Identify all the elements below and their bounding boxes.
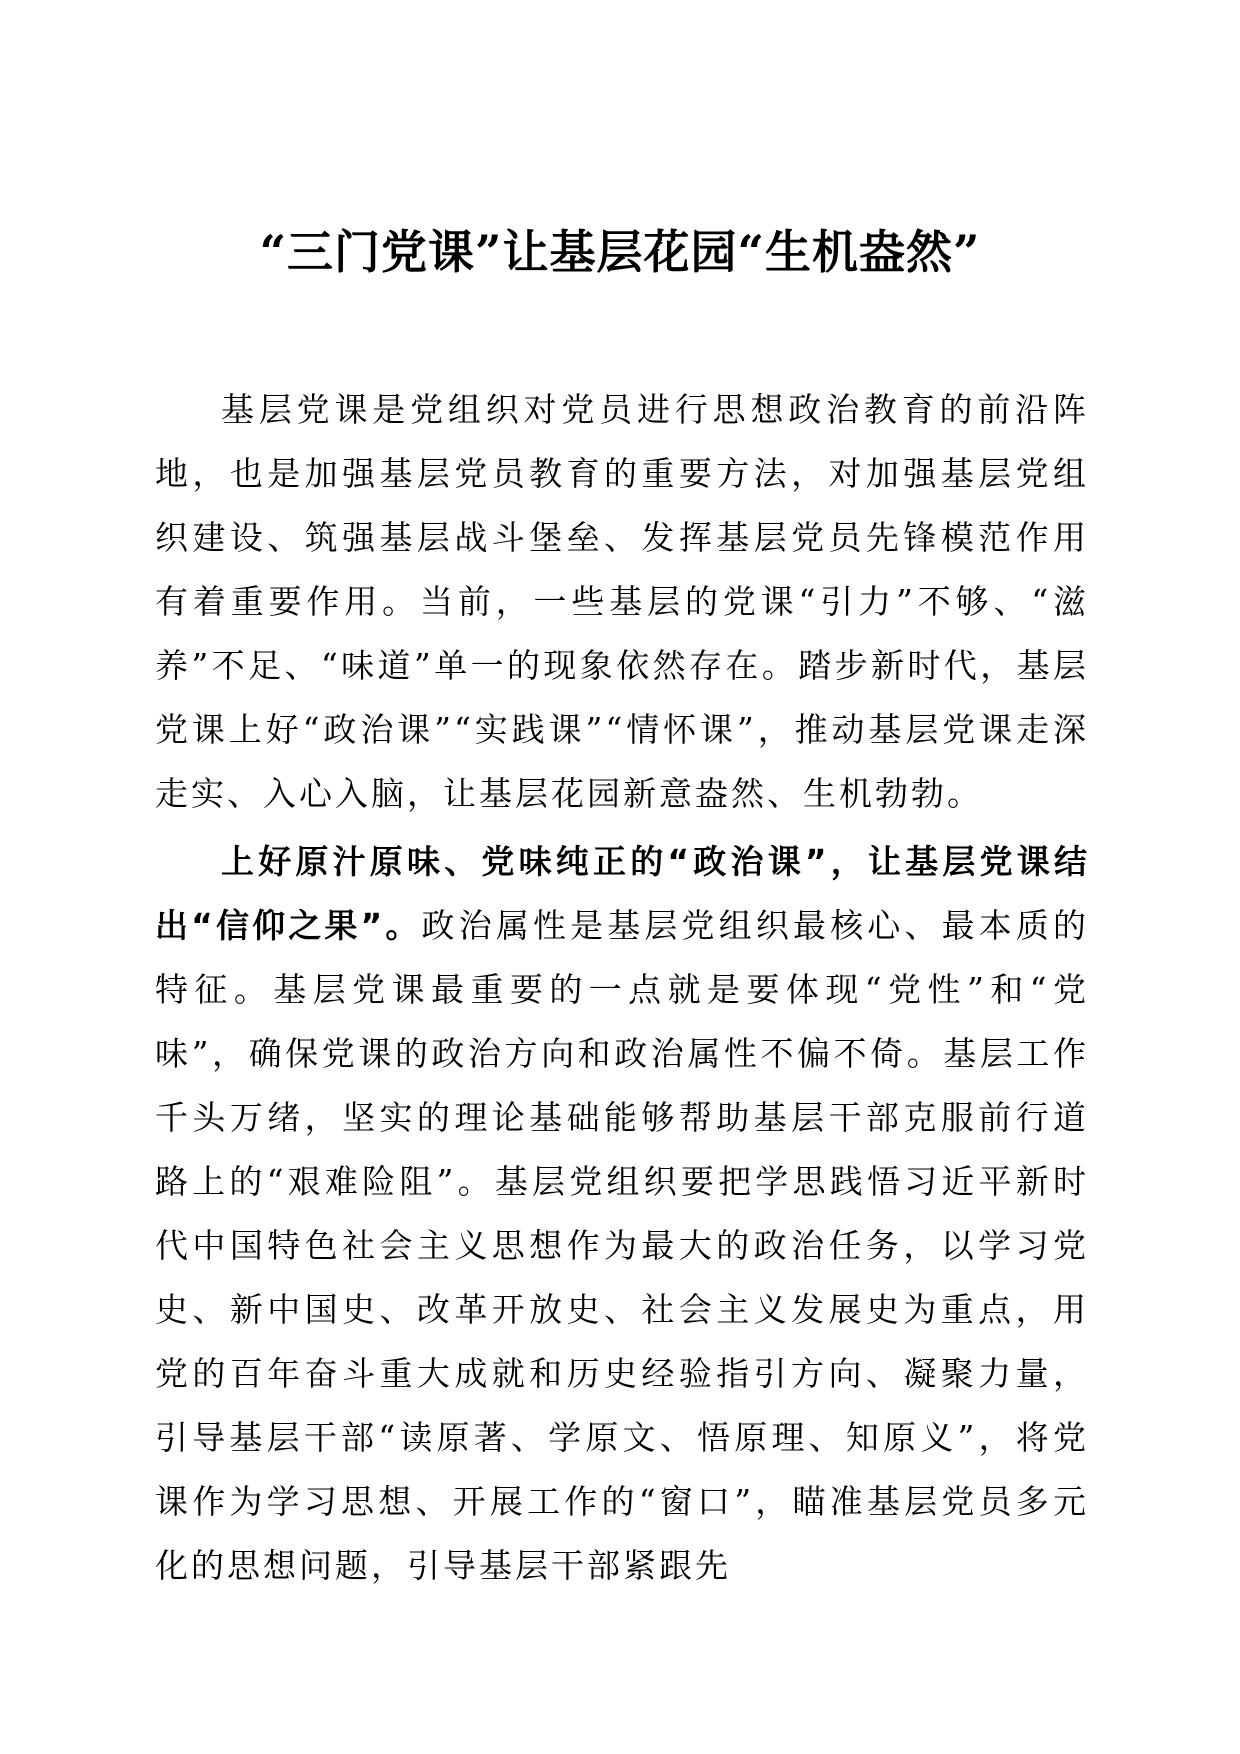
paragraph-lead-sentence: 上好原汁原味、党味纯正的“政治课”，让基层党课结出“信仰之果”。 <box>155 842 1089 945</box>
document-body <box>155 378 1089 1598</box>
document-title: “三门党课”让基层花园“生机盎然” <box>259 225 981 279</box>
paragraph-political-lesson-text: 政治属性是基层党组织最核心、最本质的特征。基层党课最重要的一点就是要体现“党性”和“党味”，确保党课的政治方向和政治属性不偏不倚。基层工作千头万绪，坚实的理论基础能够帮助基层干部克服前行道路上的“艰难险阻”。基层党组织要把学思践悟习近平新时代中国特色社会主义思想作为最大的政治任务，以学习党史、新中国史、改革开放史、社会主义发展史为重点，用党的百年奋斗重大成就和历史经验指引方向、凝聚力量，引导基层干部“读原著、学原文、悟原理、知原义”，将党课作为学习思想、开展工作的“窗口”，瞄准基层党员多元化的思想问题，引导基层干部紧跟先 <box>155 906 1090 1585</box>
paragraph-political-lesson <box>155 830 1089 1598</box>
paragraph-intro-text: 基层党课是党组织对党员进行思想政治教育的前沿阵地，也是加强基层党员教育的重要方法，对加强基层党组织建设、筑强基层战斗堡垒、发挥基层党员先锋模范作用有着重要作用。当前，一些基层的党课“引力”不够、“滋养”不足、“味道”单一的现象依然存在。踏步新时代，基层党课上好“政治课”“实践课”“情怀课”，推动基层党课走深走实、入心入脑，让基层花园新意盎然、生机勃勃。 <box>155 390 1089 813</box>
paragraph-intro <box>155 378 1089 826</box>
